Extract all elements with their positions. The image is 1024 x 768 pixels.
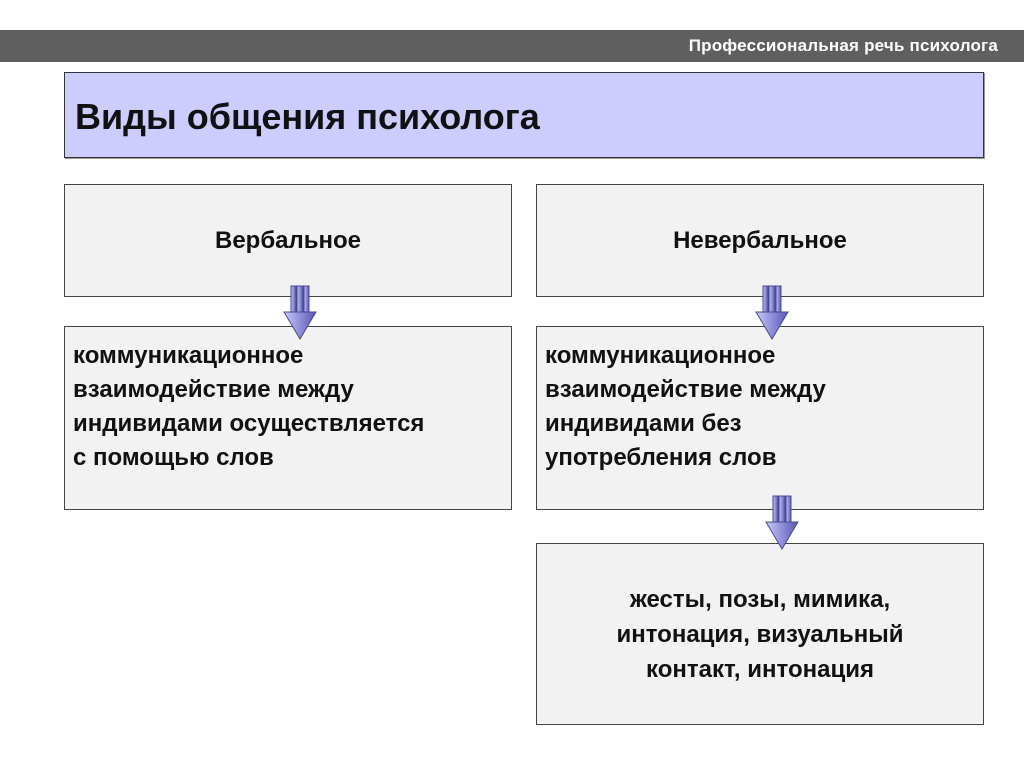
down-arrow-icon (764, 494, 800, 552)
slide-title: Виды общения психолога (75, 96, 540, 137)
nonverbal-description-line: индивидами без (545, 410, 742, 437)
verbal-label: Вербальное (214, 226, 361, 254)
nonverbal-description-line: взаимодействие между (545, 376, 826, 403)
nonverbal-description-line: употребления слов (545, 444, 777, 471)
verbal-description-box (64, 326, 512, 510)
nonverbal-description-line: коммуникационное (545, 342, 776, 369)
nonverbal-label: Невербальное (673, 226, 847, 254)
down-arrow-icon (282, 284, 318, 342)
verbal-box (64, 184, 512, 297)
nonverbal-examples-line: контакт, интонация (646, 655, 874, 683)
verbal-description-line: взаимодействие между (73, 376, 354, 403)
header-text: Профессиональная речь психолога (688, 36, 998, 55)
nonverbal-description-box (536, 326, 984, 510)
header-bar (0, 30, 1024, 62)
nonverbal-box (536, 184, 984, 297)
verbal-description-line: с помощью слов (73, 444, 274, 471)
nonverbal-examples-line: жесты, позы, мимика, (629, 585, 891, 613)
verbal-description-line: индивидами осуществляется (73, 410, 425, 437)
verbal-description-line: коммуникационное (73, 342, 304, 369)
down-arrow-icon (754, 284, 790, 342)
nonverbal-examples-box (536, 543, 984, 725)
nonverbal-examples-line: интонация, визуальный (616, 620, 904, 648)
title-box (64, 72, 984, 158)
